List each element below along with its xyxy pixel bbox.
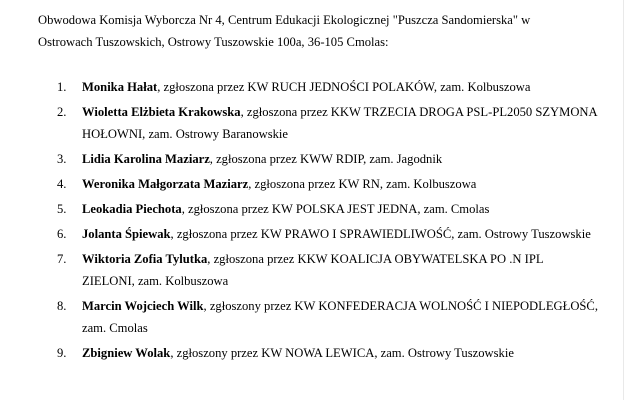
member-number: 3. (57, 152, 67, 166)
member-item-2 (38, 101, 598, 145)
member-item-4 (38, 173, 598, 195)
member-name: Lidia Karolina Maziarz (82, 152, 210, 166)
committee-header-line-1: Obwodowa Komisja Wyborcza Nr 4, Centrum Edukacji Ekologicznej "Puszcza Sandomierska" w (38, 13, 531, 27)
member-details: , zgłoszona przez KW RN, zam. Kolbuszowa (248, 177, 477, 191)
member-details: , zgłoszony przez KW KONFEDERACJA WOLNOŚĆ I NIEPODLEGŁOŚĆ, zam. Cmolas (82, 299, 598, 335)
member-details: , zgłoszona przez KKW TRZECIA DROGA PSL-PL2050 SZYMONA HOŁOWNI, zam. Ostrowy Baranowskie (82, 105, 597, 141)
member-number: 8. (57, 299, 67, 313)
member-details: , zgłoszony przez KW NOWA LEWICA, zam. Ostrowy Tuszowskie (170, 346, 514, 360)
member-number: 2. (57, 105, 67, 119)
member-details: , zgłoszona przez KW RUCH JEDNOŚCI POLAKÓW, zam. Kolbuszowa (157, 80, 531, 94)
member-item-5 (38, 198, 598, 220)
member-name: Marcin Wojciech Wilk (82, 299, 204, 313)
committee-header-line-2: Ostrowach Tuszowskich, Ostrowy Tuszowskie 100a, 36-105 Cmolas: (38, 35, 389, 49)
member-name: Jolanta Śpiewak (82, 227, 171, 241)
member-item-8 (38, 295, 598, 339)
member-number: 7. (57, 252, 67, 266)
member-item-3 (38, 148, 598, 170)
member-number: 4. (57, 177, 67, 191)
member-item-6 (38, 223, 598, 245)
member-number: 5. (57, 202, 67, 216)
committee-members-list (38, 76, 598, 367)
member-number: 9. (57, 346, 67, 360)
page-edge-divider (623, 0, 624, 400)
member-details: , zgłoszona przez KKW KOALICJA OBYWATELSKA PO .N IPL ZIELONI, zam. Kolbuszowa (82, 252, 544, 288)
member-name: Wioletta Elżbieta Krakowska (82, 105, 241, 119)
member-item-9 (38, 342, 598, 364)
member-number: 6. (57, 227, 67, 241)
member-item-7 (38, 248, 598, 292)
member-details: , zgłoszona przez KWW RDIP, zam. Jagodnik (209, 152, 443, 166)
member-item-1 (38, 76, 598, 98)
member-name: Wiktoria Zofia Tylutka (82, 252, 208, 266)
member-details: , zgłoszona przez KW POLSKA JEST JEDNA, zam. Cmolas (181, 202, 490, 216)
member-name: Monika Hałat (82, 80, 158, 94)
committee-header (38, 9, 598, 53)
member-name: Zbigniew Wolak (82, 346, 171, 360)
member-name: Leokadia Piechota (82, 202, 182, 216)
member-details: , zgłoszona przez KW PRAWO I SPRAWIEDLIWOŚĆ, zam. Ostrowy Tuszowskie (170, 227, 591, 241)
member-name: Weronika Małgorzata Maziarz (82, 177, 249, 191)
member-number: 1. (57, 80, 67, 94)
